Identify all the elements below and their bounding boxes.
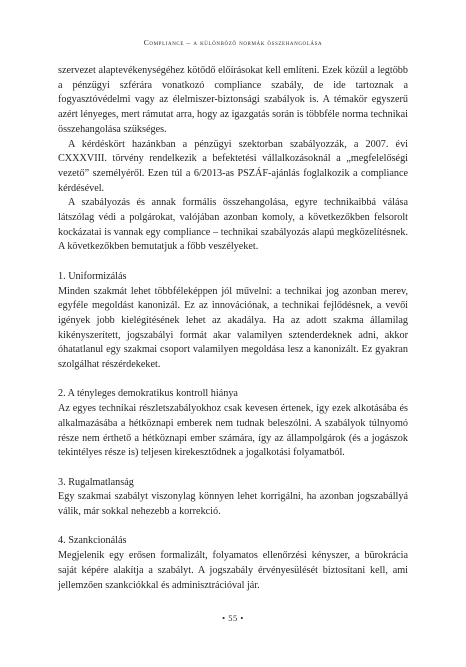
paragraph-continuation: szervezet alaptevékenységéhez kötődő előírásokat kell említeni. Ezek közül a legtöbb a pénzügyi szférára vonatkozó compliance szabály, de ide tartoznak a fogyasztóvédelmi vagy az élelmiszer-biztonsági szabályok is. A témakör egyszerű azért lényeges, mert rámutat arra, hogy az igazgatás során is többféle norma technikai összehangolása szükséges. [58,65,408,135]
section-heading: 3. Rugalmatlanság [58,476,134,488]
section-sanctioning [58,534,408,593]
body-text [58,64,408,593]
section-text: Minden szakmát lehet többféleképpen jól művelni: a technikai jog azonban merev, egyféle megoldást kanonizál. Ez az innovációnak, a technikai fejlődésnek, a vevői igények jobb kielégítésének lehet az akadálya. Ha az adott szakma államilag kikényszerített, jogszabályi formát akar valamilyen sztenderdeknek adni, akkor óhatatlanul egy szakmai csoport valamilyen megoldása lesz a kanonizált. Ez gyakran szolgálhat részérdekeket. [58,285,408,371]
section-heading: 4. Szankcionálás [58,535,127,547]
section-text: Egy szakmai szabályt viszonylag könnyen lehet korrigálni, ha azonban jogszabállyá válik, már sokkal nehezebb a korrekció. [58,491,408,518]
page-number: • 55 • [222,613,244,623]
section-uniformization [58,270,408,373]
section-heading: 1. Uniformizálás [58,270,127,282]
running-head: Compliance – a különböző normák összehangolása [143,38,323,47]
section-rigidity [58,476,408,520]
book-page [58,38,408,648]
paragraph-regulation: A kérdéskört hazánkban a pénzügyi szektorban szabályozzák, a 2007. évi CXXXVIII. törvény rendelkezik a befektetési vállalkozásoknál a „megfelelőségi vezető” személyéről. Ezen túl a 6/2013-as PSZÁF-ajánlás foglalkozik a compliance kérdésével. [58,138,408,194]
section-democratic-control [58,387,408,461]
section-heading: 2. A tényleges demokratikus kontroll hiánya [58,388,238,400]
section-text: Az egyes technikai részletszabályokhoz csak kevesen értenek, így ezek alkotásába és alkalmazásába a hétköznapi emberek nem tudnak beleszólni. A szabályok túlnyomó része nem érthető a hétköznapi ember számára, így az állampolgárok (és a jogászok tekintélyes része is) teljesen kirekesztődnek a jogalkotási folyamatból. [58,403,408,459]
section-text: Megjelenik egy erősen formalizált, folyamatos ellenőrzési kényszer, a bürokrácia saját képére alakítja a szabályt. A jogszabály érvényesülését biztosítani kell, ami jellemzően szankciókkal és adminisztrációval jár. [58,550,408,591]
paragraph-risks: A szabályozás és annak formális összehangolása, egyre technikaibbá válása látszólag védi a polgárokat, valójában azonban komoly, a következőkben felsorolt kockázatai is vannak egy compliance – technikai szabályozás alapú megközelítésnek. A következőkben bemutatjuk a főbb veszélyeket. [58,197,408,253]
